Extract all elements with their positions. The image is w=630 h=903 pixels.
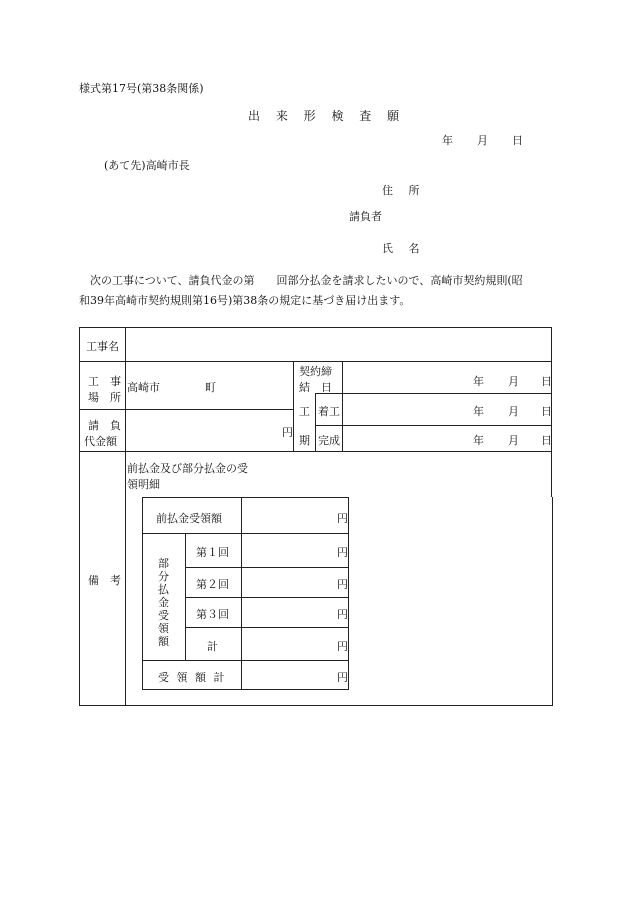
- amount-label-2: 代金額: [84, 435, 117, 448]
- remarks-intro-1: 前払金及び部分払金の受: [127, 462, 248, 475]
- partial-row-2-yen: 円: [337, 578, 348, 591]
- location-label-2: 場 所: [88, 391, 121, 404]
- partial-row-2-label: 第２回: [196, 578, 229, 591]
- partial-subtotal-label: 計: [207, 640, 218, 653]
- period-label-1: 工: [299, 405, 310, 418]
- contract-date-label-2: 結 日: [299, 381, 332, 394]
- date-year: 年: [442, 134, 453, 147]
- partial-row-3-yen: 円: [337, 608, 348, 621]
- start-month: 月: [508, 405, 519, 418]
- partial-row-1-label: 第１回: [196, 546, 229, 559]
- body-text-line-1: 次の工事について、請負代金の第 回部分払金を請求したいので、高崎市契約規則(昭: [79, 274, 523, 287]
- partial-label-char: 部: [158, 557, 169, 570]
- location-city: 高崎市: [127, 381, 160, 394]
- name-label: 氏 名: [382, 242, 426, 255]
- document-title: 出 来 形 検 査 願: [248, 109, 406, 123]
- work-name-label: 工事名: [86, 340, 119, 353]
- partial-payment-label: [158, 557, 170, 648]
- location-town: 町: [205, 381, 216, 394]
- partial-label-char: 受: [158, 609, 169, 622]
- partial-label-char: 払: [158, 583, 169, 596]
- start-year: 年: [473, 405, 484, 418]
- form-number: 様式第17号(第38条関係): [79, 82, 204, 95]
- contract-date-year: 年: [473, 375, 484, 388]
- contract-date-day: 日: [541, 375, 552, 388]
- location-label-1: 工 事: [88, 375, 121, 388]
- address-label: 住 所: [382, 184, 426, 197]
- remarks-label: 備 考: [88, 574, 121, 587]
- date-month: 月: [477, 134, 488, 147]
- contract-date-label-1: 契約締: [299, 365, 332, 378]
- advance-payment-yen: 円: [337, 512, 348, 525]
- partial-label-char: 分: [158, 570, 169, 583]
- receipt-total-label: 受 領 額 計: [158, 671, 227, 684]
- completion-year: 年: [473, 434, 484, 447]
- partial-label-char: 金: [158, 596, 169, 609]
- partial-subtotal-yen: 円: [337, 640, 348, 653]
- addressee: (あて先)高崎市長: [104, 159, 190, 172]
- partial-label-char: 額: [158, 635, 169, 648]
- period-label-2: 期: [299, 434, 310, 447]
- partial-row-3-label: 第３回: [196, 608, 229, 621]
- start-day: 日: [541, 405, 552, 418]
- receipt-total-yen: 円: [337, 671, 348, 684]
- completion-month: 月: [508, 434, 519, 447]
- amount-label-1: 請 負: [88, 419, 121, 432]
- contractor-label: 請負者: [349, 210, 382, 223]
- advance-payment-label: 前払金受領額: [156, 512, 222, 525]
- completion-label: 完成: [318, 434, 340, 447]
- completion-day: 日: [541, 434, 552, 447]
- partial-label-char: 領: [158, 622, 169, 635]
- contract-date-month: 月: [508, 375, 519, 388]
- partial-row-1-yen: 円: [337, 546, 348, 559]
- start-label: 着工: [318, 405, 340, 418]
- remarks-intro-2: 領明細: [127, 478, 160, 491]
- body-text-line-2: 和39年高崎市契約規則第16号)第38条の規定に基づき届け出ます。: [79, 294, 411, 307]
- amount-yen: 円: [282, 426, 293, 439]
- date-day: 日: [512, 134, 523, 147]
